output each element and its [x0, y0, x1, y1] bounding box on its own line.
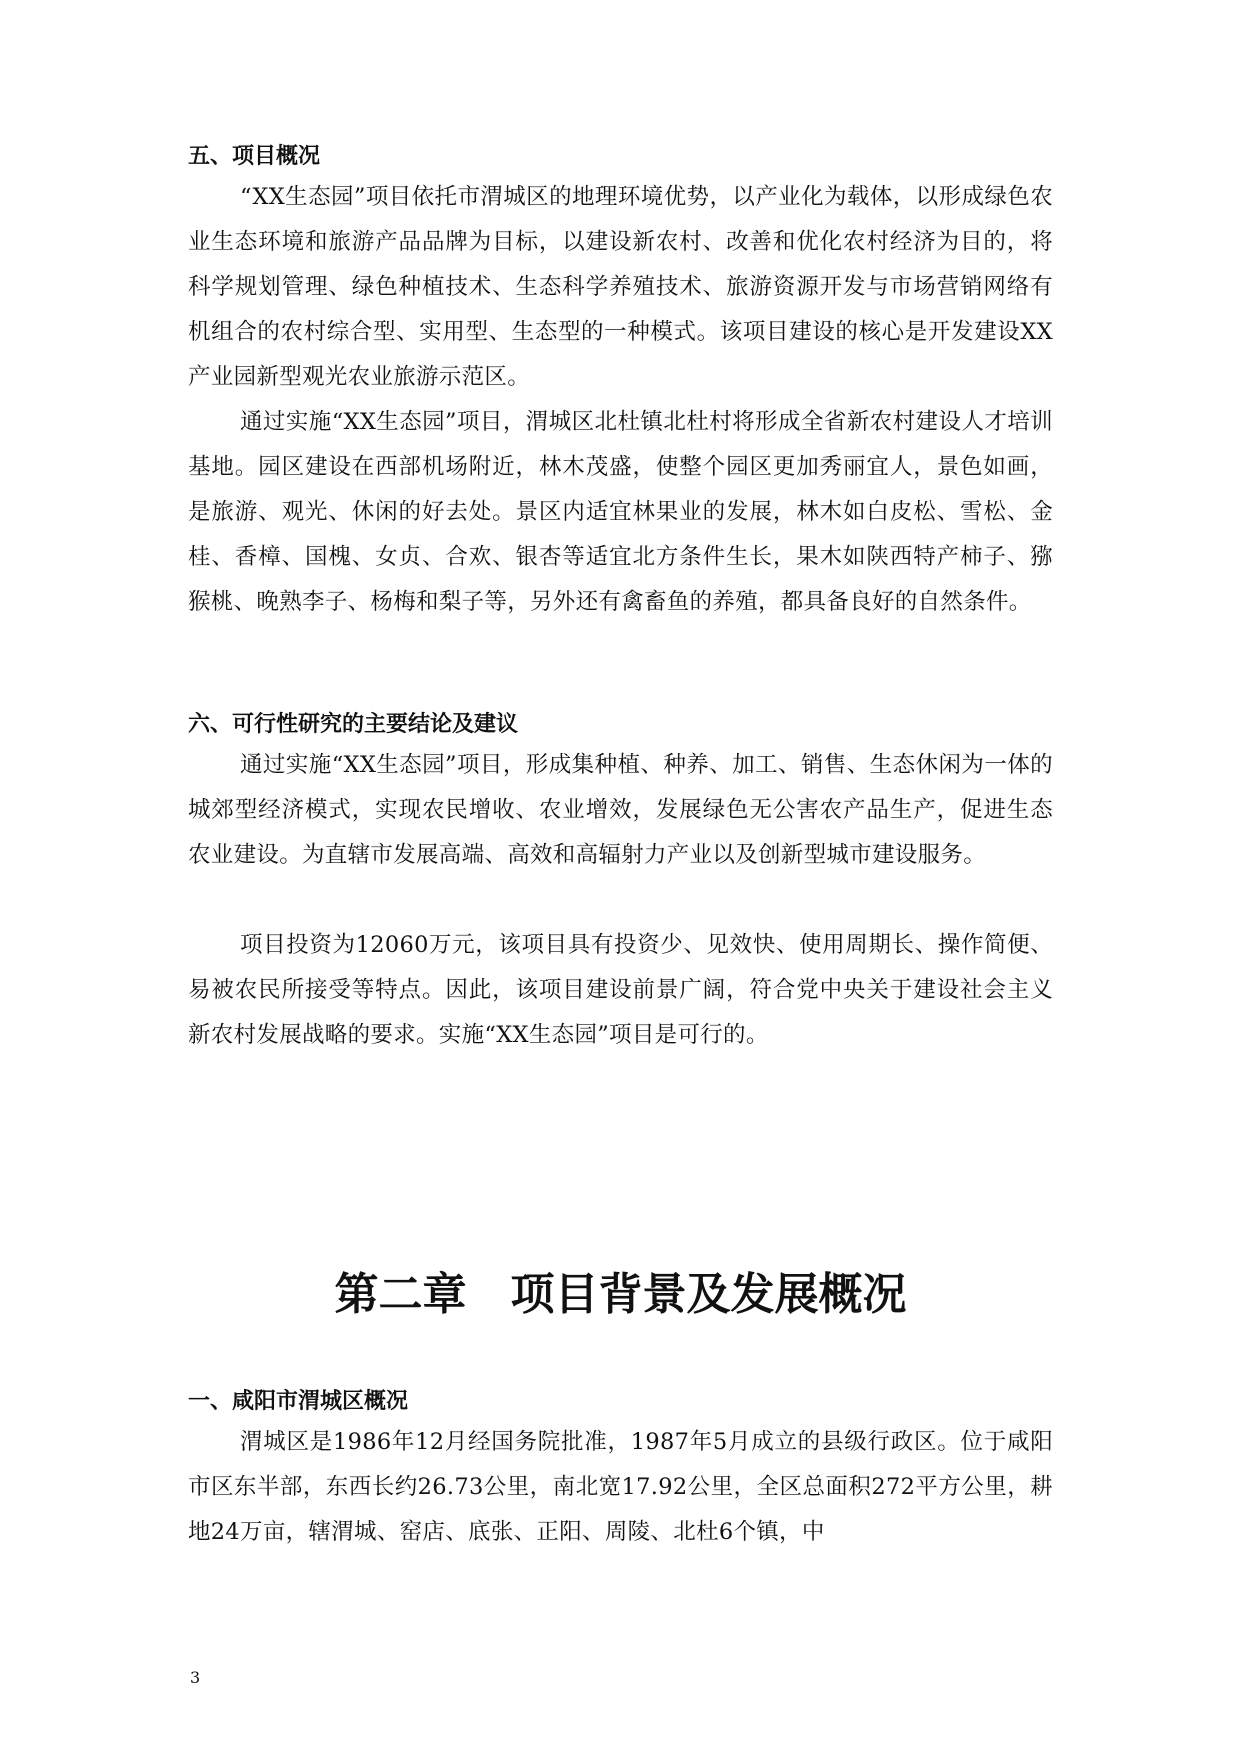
section-heading-feasibility-conclusions: 六、可行性研究的主要结论及建议: [188, 712, 519, 737]
chapter-title: 第二章 项目背景及发展概况: [334, 1269, 907, 1320]
paragraph-weicheng-overview: 渭城区是1986年12月经国务院批准，1987年5月成立的县级行政区。位于咸阳市区东半部，东西长约26.73公里，南北宽17.92公里，全区总面积272平方公里，耕地24万亩，辖渭城、窑店、底张、正阳、周陵、北杜6个镇，中: [188, 1429, 1053, 1545]
section-heading-project-overview: 五、项目概况: [188, 144, 321, 169]
page-number: 3: [190, 1668, 201, 1687]
paragraph-project-overview-1: “XX生态园”项目依托市渭城区的地理环境优势，以产业化为载体，以形成绿色农业生态环境和旅游产品品牌为目标，以建设新农村、改善和优化农村经济为目的，将科学规划管理、绿色种植技术、生态科学养殖技术、旅游资源开发与市场营销网络有机组合的农村综合型、实用型、生态型的一种模式。该项目建设的核心是开发建设XX产业园新型观光农业旅游示范区。: [188, 184, 1053, 390]
section-heading-weicheng-overview: 一、咸阳市渭城区概况: [188, 1389, 409, 1414]
paragraph-project-overview-2: 通过实施“XX生态园”项目，渭城区北杜镇北杜村将形成全省新农村建设人才培训基地。园区建设在西部机场附近，林木茂盛，使整个园区更加秀丽宜人，景色如画，是旅游、观光、休闲的好去处。景区内适宜林果业的发展，林木如白皮松、雪松、金桂、香樟、国槐、女贞、合欢、银杏等适宜北方条件生长，果木如陕西特产柿子、猕猴桃、晚熟李子、杨梅和梨子等，另外还有禽畜鱼的养殖，都具备良好的自然条件。: [188, 409, 1053, 615]
paragraph-feasibility-2: 项目投资为12060万元，该项目具有投资少、见效快、使用周期长、操作简便、易被农民所接受等特点。因此，该项目建设前景广阔，符合党中央关于建设社会主义新农村发展战略的要求。实施“XX生态园”项目是可行的。: [188, 932, 1053, 1048]
paragraph-feasibility-1: 通过实施“XX生态园”项目，形成集种植、种养、加工、销售、生态休闲为一体的城郊型经济模式，实现农民增收、农业增效，发展绿色无公害农产品生产，促进生态农业建设。为直辖市发展高端、高效和高辐射力产业以及创新型城市建设服务。: [188, 752, 1053, 868]
